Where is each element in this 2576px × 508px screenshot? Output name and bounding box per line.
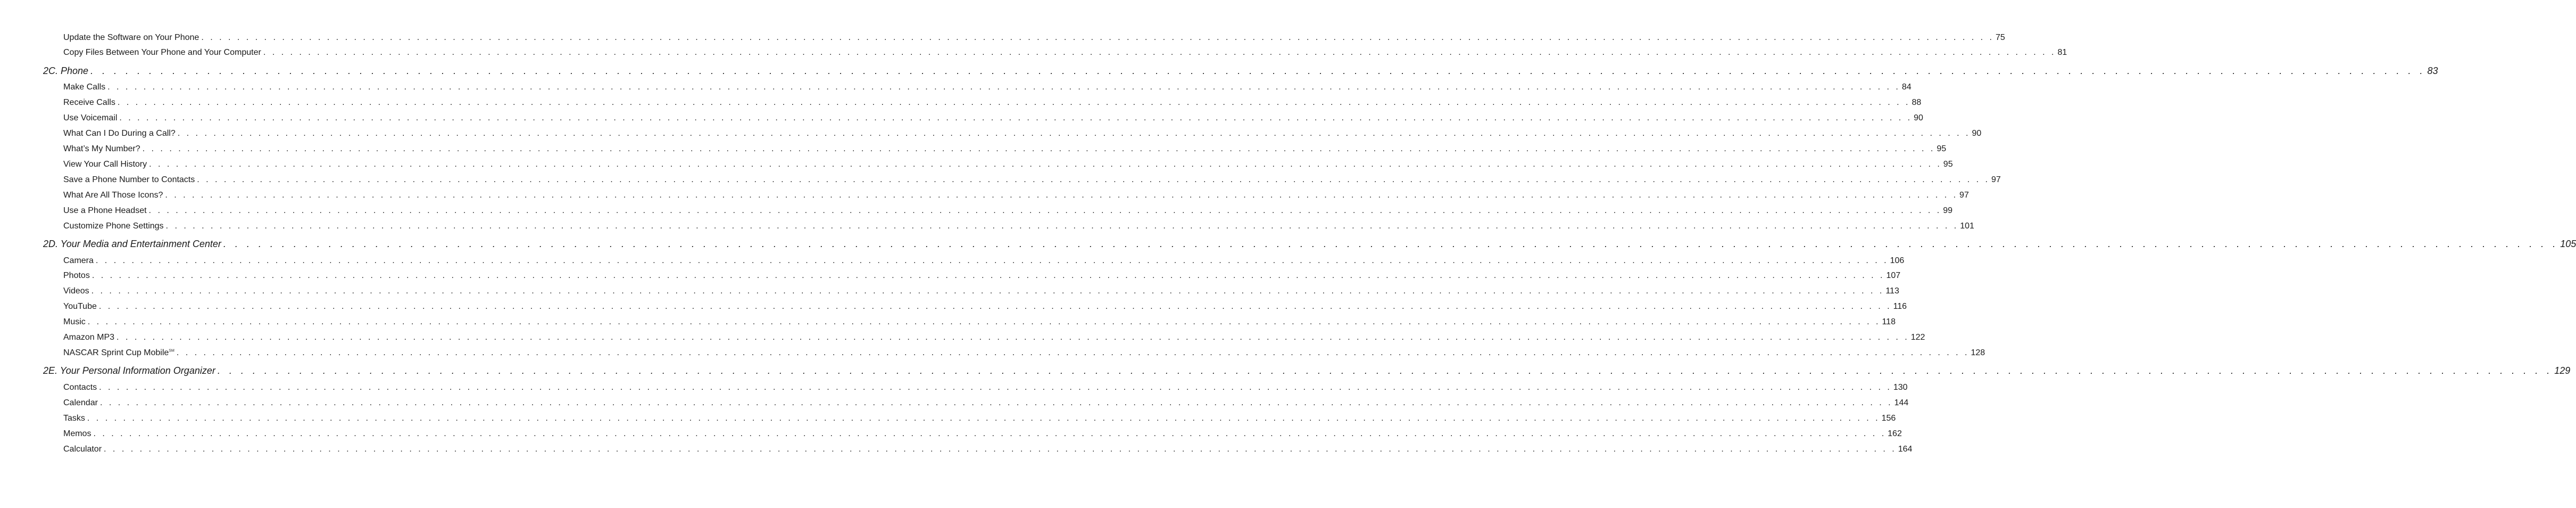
toc-entry-title: What’s My Number? [63,144,140,153]
toc-entry-page-number: 88 [1912,98,1922,107]
toc-entry-title: What Are All Those Icons? [63,191,163,200]
toc-entry-page-number: 106 [1890,256,1905,265]
toc-entry-page-number: 99 [1943,206,1953,215]
service-mark: SM [169,349,174,353]
toc-entry [63,82,1912,93]
toc-entry-page-number: 122 [1910,333,1925,342]
toc-entry-title: Calculator [63,445,102,454]
toc-entry-title: Save a Phone Number to Contacts [63,175,195,184]
toc-section-entry [43,365,2571,376]
dot-leader: . . . . . . . . . . . . . . . . . . . . . . . . . . . . . . . . . . . . . . . . . . . . . . . . . . . . . . . . . . . . . . . . . . . . . . . . . . . . . . . . . . . . . . . . . . . . . . . . . . . . . . . . . . . . . . . . . . . . . . . . . . . . . . . . . . . . . . . . . . . . . . . . . . . . . . . . . . . . . . . . . . . . . . . . . . . . . . . . . . . . . . . . . . . . . . . . . . . . . . . . [223,239,2559,249]
dot-leader: . . . . . . . . . . . . . . . . . . . . . . . . . . . . . . . . . . . . . . . . . . . . . . . . . . . . . . . . . . . . . . . . . . . . . . . . . . . . . . . . . . . . . . . . . . . . . . . . . . . . . . . . . . . . . . . . . . . . . . . . . . . . . . . . . . . . . . . . . . . . . . . . . . . . . . . . . . . . . . . . . . . . . . . . . . . . . . . . . . . . . . . . . . . . . . . . . . . . . . . . [263,48,2056,57]
dot-leader: . . . . . . . . . . . . . . . . . . . . . . . . . . . . . . . . . . . . . . . . . . . . . . . . . . . . . . . . . . . . . . . . . . . . . . . . . . . . . . . . . . . . . . . . . . . . . . . . . . . . . . . . . . . . . . . . . . . . . . . . . . . . . . . . . . . . . . . . . . . . . . . . . . . . . . . . . . . . . . . . . . . . . . . . . . . . . . . . . . . . . . . . . . . . . . . . . . . . . . . . [87,414,1880,423]
toc-section-entry [43,65,2438,77]
toc-entry [63,444,1913,455]
toc-entry-page-number: 97 [1959,191,1969,200]
toc-entry-title: Update the Software on Your Phone [63,33,200,42]
toc-entry-title: Use a Phone Headset [63,206,147,215]
toc-section-entry [43,238,2576,250]
toc-entry-title: Music [63,317,86,326]
toc-entry-page-number: 105 [2560,239,2576,249]
toc-entry-title: Customize Phone Settings [63,222,164,231]
toc-entry [63,32,2005,43]
toc-entry [63,332,1925,343]
dot-leader: . . . . . . . . . . . . . . . . . . . . . . . . . . . . . . . . . . . . . . . . . . . . . . . . . . . . . . . . . . . . . . . . . . . . . . . . . . . . . . . . . . . . . . . . . . . . . . . . . . . . . . . . . . . . . . . . . . . . . . . . . . . . . . . . . . . . . . . . . . . . . . . . . . . . . . . . . . . . . . . . . . . . . . . . . . . . . . . . . . . . . . . . . . . . . . . . . . . . . . . . [98,302,1892,311]
toc-entry [63,190,1969,201]
toc-entry-page-number: 83 [2427,65,2438,76]
toc-entry-title: YouTube [63,302,97,311]
toc-entry-page-number: 75 [1996,33,2005,42]
toc-entry-page-number: 90 [1972,129,1982,138]
toc-entry-page-number: 162 [1888,429,1902,438]
dot-leader: . . . . . . . . . . . . . . . . . . . . . . . . . . . . . . . . . . . . . . . . . . . . . . . . . . . . . . . . . . . . . . . . . . . . . . . . . . . . . . . . . . . . . . . . . . . . . . . . . . . . . . . . . . . . . . . . . . . . . . . . . . . . . . . . . . . . . . . . . . . . . . . . . . . . . . . . . . . . . . . . . . . . . . . . . . . . . . . . . . . . . . . . . . . . . . . . . . . . . . . . [176,348,1970,357]
toc-entry-page-number: 144 [1894,398,1909,407]
toc-entry-page-number: 118 [1882,317,1896,326]
toc-entry-title: Receive Calls [63,98,115,107]
toc-entry-page-number: 95 [1943,160,1953,169]
dot-leader: . . . . . . . . . . . . . . . . . . . . . . . . . . . . . . . . . . . . . . . . . . . . . . . . . . . . . . . . . . . . . . . . . . . . . . . . . . . . . . . . . . . . . . . . . . . . . . . . . . . . . . . . . . . . . . . . . . . . . . . . . . . . . . . . . . . . . . . . . . . . . . . . . . . . . . . . . . . . . . . . . . . . . . . . . . . . . . . . . . . . . . . . . . . . . . . . . . . . . . . . [142,144,1935,153]
toc-entry [63,206,1953,216]
toc-entry-page-number: 130 [1893,383,1908,392]
dot-leader: . . . . . . . . . . . . . . . . . . . . . . . . . . . . . . . . . . . . . . . . . . . . . . . . . . . . . . . . . . . . . . . . . . . . . . . . . . . . . . . . . . . . . . . . . . . . . . . . . . . . . . . . . . . . . . . . . . . . . . . . . . . . . . . . . . . . . . . . . . . . . . . . . . . . . . . . . . . . . . . . . . . . . . . . . . . . . . . . . . . . . . . . . . . . . . . . . . . . . . . . [197,175,1990,184]
dot-leader: . . . . . . . . . . . . . . . . . . . . . . . . . . . . . . . . . . . . . . . . . . . . . . . . . . . . . . . . . . . . . . . . . . . . . . . . . . . . . . . . . . . . . . . . . . . . . . . . . . . . . . . . . . . . . . . . . . . . . . . . . . . . . . . . . . . . . . . . . . . . . . . . . . . . . . . . . . . . . . . . . . . . . . . . . . . . . . . . . . . . . . . . . . . . . . . . . . . . . . . . [217,365,2553,376]
toc-entry-title: Photos [63,271,90,280]
dot-leader: . . . . . . . . . . . . . . . . . . . . . . . . . . . . . . . . . . . . . . . . . . . . . . . . . . . . . . . . . . . . . . . . . . . . . . . . . . . . . . . . . . . . . . . . . . . . . . . . . . . . . . . . . . . . . . . . . . . . . . . . . . . . . . . . . . . . . . . . . . . . . . . . . . . . . . . . . . . . . . . . . . . . . . . . . . . . . . . . . . . . . . . . . . . . . . . . . . . . . . . . [90,65,2426,76]
dot-leader: . . . . . . . . . . . . . . . . . . . . . . . . . . . . . . . . . . . . . . . . . . . . . . . . . . . . . . . . . . . . . . . . . . . . . . . . . . . . . . . . . . . . . . . . . . . . . . . . . . . . . . . . . . . . . . . . . . . . . . . . . . . . . . . . . . . . . . . . . . . . . . . . . . . . . . . . . . . . . . . . . . . . . . . . . . . . . . . . . . . . . . . . . . . . . . . . . . . . . . . . [95,256,1889,265]
toc-entry-title: NASCAR Sprint Cup Mobile℠ [63,348,174,357]
toc-entry [63,348,1985,358]
dot-leader: . . . . . . . . . . . . . . . . . . . . . . . . . . . . . . . . . . . . . . . . . . . . . . . . . . . . . . . . . . . . . . . . . . . . . . . . . . . . . . . . . . . . . . . . . . . . . . . . . . . . . . . . . . . . . . . . . . . . . . . . . . . . . . . . . . . . . . . . . . . . . . . . . . . . . . . . . . . . . . . . . . . . . . . . . . . . . . . . . . . . . . . . . . . . . . . . . . . . . . . . [99,383,1892,392]
toc-entry-title: Camera [63,256,94,265]
toc-entry [63,429,1902,439]
toc-entry-page-number: 128 [1971,348,1985,357]
toc-entry [63,301,1907,312]
dot-leader: . . . . . . . . . . . . . . . . . . . . . . . . . . . . . . . . . . . . . . . . . . . . . . . . . . . . . . . . . . . . . . . . . . . . . . . . . . . . . . . . . . . . . . . . . . . . . . . . . . . . . . . . . . . . . . . . . . . . . . . . . . . . . . . . . . . . . . . . . . . . . . . . . . . . . . . . . . . . . . . . . . . . . . . . . . . . . . . . . . . . . . . . . . . . . . . . . . . . . . . . [99,398,1893,407]
toc-entry [63,175,2001,185]
dot-leader: . . . . . . . . . . . . . . . . . . . . . . . . . . . . . . . . . . . . . . . . . . . . . . . . . . . . . . . . . . . . . . . . . . . . . . . . . . . . . . . . . . . . . . . . . . . . . . . . . . . . . . . . . . . . . . . . . . . . . . . . . . . . . . . . . . . . . . . . . . . . . . . . . . . . . . . . . . . . . . . . . . . . . . . . . . . . . . . . . . . . . . . . . . . . . . . . . . . . . . . . [104,445,1897,454]
dot-leader: . . . . . . . . . . . . . . . . . . . . . . . . . . . . . . . . . . . . . . . . . . . . . . . . . . . . . . . . . . . . . . . . . . . . . . . . . . . . . . . . . . . . . . . . . . . . . . . . . . . . . . . . . . . . . . . . . . . . . . . . . . . . . . . . . . . . . . . . . . . . . . . . . . . . . . . . . . . . . . . . . . . . . . . . . . . . . . . . . . . . . . . . . . . . . . . . . . . . . . . . [92,271,1885,280]
toc-entry-page-number: 107 [1886,271,1901,280]
toc-entry-page-number: 129 [2554,365,2571,376]
toc-entry-page-number: 90 [1914,113,1923,122]
toc-entry-title: What Can I Do During a Call? [63,129,176,138]
dot-leader: . . . . . . . . . . . . . . . . . . . . . . . . . . . . . . . . . . . . . . . . . . . . . . . . . . . . . . . . . . . . . . . . . . . . . . . . . . . . . . . . . . . . . . . . . . . . . . . . . . . . . . . . . . . . . . . . . . . . . . . . . . . . . . . . . . . . . . . . . . . . . . . . . . . . . . . . . . . . . . . . . . . . . . . . . . . . . . . . . . . . . . . . . . . . . . . . . . . . . . . . [87,317,1881,326]
toc-entry-page-number: 97 [1991,175,2001,184]
toc-entry [63,382,1908,393]
dot-leader: . . . . . . . . . . . . . . . . . . . . . . . . . . . . . . . . . . . . . . . . . . . . . . . . . . . . . . . . . . . . . . . . . . . . . . . . . . . . . . . . . . . . . . . . . . . . . . . . . . . . . . . . . . . . . . . . . . . . . . . . . . . . . . . . . . . . . . . . . . . . . . . . . . . . . . . . . . . . . . . . . . . . . . . . . . . . . . . . . . . . . . . . . . . . . . . . . . . . . . . . [93,429,1887,438]
toc-entry [63,128,1982,139]
toc-entry-title: 2D. Your Media and Entertainment Center [43,239,221,249]
toc-entry-page-number: 116 [1893,302,1907,311]
toc-entry-title: Make Calls [63,83,106,92]
toc-entry [63,398,1909,408]
toc-entry-title: Copy Files Between Your Phone and Your Computer [63,48,261,57]
toc-entry [63,159,1953,170]
dot-leader: . . . . . . . . . . . . . . . . . . . . . . . . . . . . . . . . . . . . . . . . . . . . . . . . . . . . . . . . . . . . . . . . . . . . . . . . . . . . . . . . . . . . . . . . . . . . . . . . . . . . . . . . . . . . . . . . . . . . . . . . . . . . . . . . . . . . . . . . . . . . . . . . . . . . . . . . . . . . . . . . . . . . . . . . . . . . . . . . . . . . . . . . . . . . . . . . . . . . . . . . [91,286,1884,296]
toc-entry-title: 2E. Your Personal Information Organizer [43,365,215,376]
toc-entry-title: Use Voicemail [63,113,118,122]
toc-entry-title: Amazon MP3 [63,333,115,342]
toc-entry [63,144,1947,154]
toc-entry-page-number: 84 [1901,83,1912,92]
toc-entry-title: Tasks [63,414,85,423]
dot-leader: . . . . . . . . . . . . . . . . . . . . . . . . . . . . . . . . . . . . . . . . . . . . . . . . . . . . . . . . . . . . . . . . . . . . . . . . . . . . . . . . . . . . . . . . . . . . . . . . . . . . . . . . . . . . . . . . . . . . . . . . . . . . . . . . . . . . . . . . . . . . . . . . . . . . . . . . . . . . . . . . . . . . . . . . . . . . . . . . . . . . . . . . . . . . . . . . . . . . . . . . [177,129,1971,138]
toc-entry [63,286,1899,297]
toc-entry-page-number: 95 [1937,144,1947,153]
dot-leader: . . . . . . . . . . . . . . . . . . . . . . . . . . . . . . . . . . . . . . . . . . . . . . . . . . . . . . . . . . . . . . . . . . . . . . . . . . . . . . . . . . . . . . . . . . . . . . . . . . . . . . . . . . . . . . . . . . . . . . . . . . . . . . . . . . . . . . . . . . . . . . . . . . . . . . . . . . . . . . . . . . . . . . . . . . . . . . . . . . . . . . . . . . . . . . . . . . . . . . . . [149,160,1942,169]
dot-leader: . . . . . . . . . . . . . . . . . . . . . . . . . . . . . . . . . . . . . . . . . . . . . . . . . . . . . . . . . . . . . . . . . . . . . . . . . . . . . . . . . . . . . . . . . . . . . . . . . . . . . . . . . . . . . . . . . . . . . . . . . . . . . . . . . . . . . . . . . . . . . . . . . . . . . . . . . . . . . . . . . . . . . . . . . . . . . . . . . . . . . . . . . . . . . . . . . . . . . . . . [117,98,1910,107]
dot-leader: . . . . . . . . . . . . . . . . . . . . . . . . . . . . . . . . . . . . . . . . . . . . . . . . . . . . . . . . . . . . . . . . . . . . . . . . . . . . . . . . . . . . . . . . . . . . . . . . . . . . . . . . . . . . . . . . . . . . . . . . . . . . . . . . . . . . . . . . . . . . . . . . . . . . . . . . . . . . . . . . . . . . . . . . . . . . . . . . . . . . . . . . . . . . . . . . . . . . . . . . [107,83,1900,92]
dot-leader: . . . . . . . . . . . . . . . . . . . . . . . . . . . . . . . . . . . . . . . . . . . . . . . . . . . . . . . . . . . . . . . . . . . . . . . . . . . . . . . . . . . . . . . . . . . . . . . . . . . . . . . . . . . . . . . . . . . . . . . . . . . . . . . . . . . . . . . . . . . . . . . . . . . . . . . . . . . . . . . . . . . . . . . . . . . . . . . . . . . . . . . . . . . . . . . . . . . . . . . . [165,191,1958,200]
toc-entry [63,256,1905,266]
toc-entry-page-number: 164 [1898,445,1913,454]
dot-leader: . . . . . . . . . . . . . . . . . . . . . . . . . . . . . . . . . . . . . . . . . . . . . . . . . . . . . . . . . . . . . . . . . . . . . . . . . . . . . . . . . . . . . . . . . . . . . . . . . . . . . . . . . . . . . . . . . . . . . . . . . . . . . . . . . . . . . . . . . . . . . . . . . . . . . . . . . . . . . . . . . . . . . . . . . . . . . . . . . . . . . . . . . . . . . . . . . . . . . . . . [117,333,1909,342]
toc-entry-page-number: 113 [1885,286,1899,296]
toc-entry-title: Memos [63,429,92,438]
dot-leader: . . . . . . . . . . . . . . . . . . . . . . . . . . . . . . . . . . . . . . . . . . . . . . . . . . . . . . . . . . . . . . . . . . . . . . . . . . . . . . . . . . . . . . . . . . . . . . . . . . . . . . . . . . . . . . . . . . . . . . . . . . . . . . . . . . . . . . . . . . . . . . . . . . . . . . . . . . . . . . . . . . . . . . . . . . . . . . . . . . . . . . . . . . . . . . . . . . . . . . . . [119,113,1913,122]
toc-entry [63,47,2067,58]
toc-entry [63,97,1922,108]
toc-entry-title: 2C. Phone [43,65,89,76]
toc-entry [63,413,1896,424]
toc-entry-title: Contacts [63,383,97,392]
toc-entry [63,317,1896,327]
toc-entry [63,113,1923,124]
toc-entry-page-number: 81 [2057,48,2067,57]
toc-entry-title: View Your Call History [63,160,147,169]
toc-entry-page-number: 101 [1960,222,1974,231]
toc-entry-title: Videos [63,286,89,296]
dot-leader: . . . . . . . . . . . . . . . . . . . . . . . . . . . . . . . . . . . . . . . . . . . . . . . . . . . . . . . . . . . . . . . . . . . . . . . . . . . . . . . . . . . . . . . . . . . . . . . . . . . . . . . . . . . . . . . . . . . . . . . . . . . . . . . . . . . . . . . . . . . . . . . . . . . . . . . . . . . . . . . . . . . . . . . . . . . . . . . . . . . . . . . . . . . . . . . . . . . . . . . . [148,206,1942,215]
toc-entry [63,271,1901,281]
toc-entry-title: Calendar [63,398,98,407]
toc-entry-page-number: 156 [1881,414,1896,423]
toc-entry [63,221,1974,232]
dot-leader: . . . . . . . . . . . . . . . . . . . . . . . . . . . . . . . . . . . . . . . . . . . . . . . . . . . . . . . . . . . . . . . . . . . . . . . . . . . . . . . . . . . . . . . . . . . . . . . . . . . . . . . . . . . . . . . . . . . . . . . . . . . . . . . . . . . . . . . . . . . . . . . . . . . . . . . . . . . . . . . . . . . . . . . . . . . . . . . . . . . . . . . . . . . . . . . . . . . . . . . . [201,33,1994,42]
dot-leader: . . . . . . . . . . . . . . . . . . . . . . . . . . . . . . . . . . . . . . . . . . . . . . . . . . . . . . . . . . . . . . . . . . . . . . . . . . . . . . . . . . . . . . . . . . . . . . . . . . . . . . . . . . . . . . . . . . . . . . . . . . . . . . . . . . . . . . . . . . . . . . . . . . . . . . . . . . . . . . . . . . . . . . . . . . . . . . . . . . . . . . . . . . . . . . . . . . . . . . . . [165,222,1959,231]
